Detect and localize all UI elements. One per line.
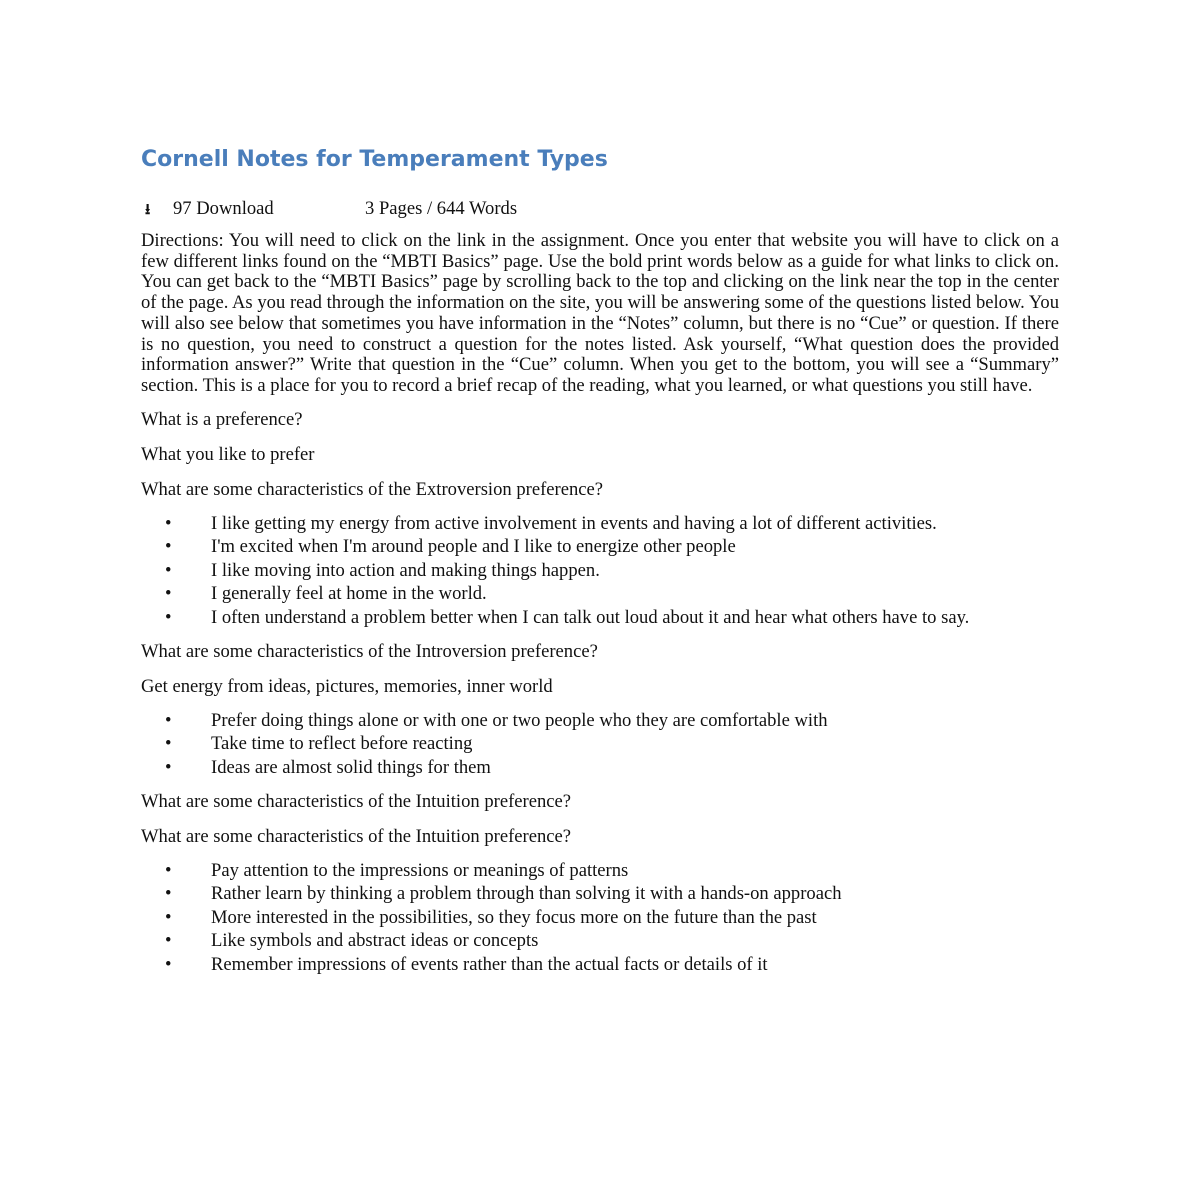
page-title: Cornell Notes for Temperament Types xyxy=(141,147,608,172)
directions-paragraph: Directions: You will need to click on the link in the assignment. Once you enter that website you will have to click on a few different links found on the “MBTI Basics” page. Use the bold print words below as a guide for what links to click on. You can get back to the “MBTI Basics” page by scrolling back to the top and clicking on the link near the top in the center of the page. As you read through the information on the site, you will be answering some of the questions listed below. You will also see below that sometimes you have information in the “Notes” column, but there is no “Cue” or question. If there is no question, you need to construct a question for the notes listed. Ask yourself, “What question does the provided information answer?” Write that question in the “Cue” column. When you get to the bottom, you will see a “Summary” section. This is a place for you to record a brief recap of the reading, what you learned, or what questions you still have. xyxy=(141,230,1059,396)
list-item: • I like getting my energy from active involvement in events and having a lot of different activities. xyxy=(165,512,937,534)
bullet-icon: • xyxy=(165,606,172,628)
document-meta xyxy=(141,198,1059,220)
intuition-list xyxy=(141,860,1059,975)
list-item: • I'm excited when I'm around people and I like to energize other people xyxy=(165,536,736,558)
bullet-icon: • xyxy=(165,906,172,928)
list-item: • Like symbols and abstract ideas or concepts xyxy=(165,930,539,952)
question-introversion: What are some characteristics of the Introversion preference? xyxy=(141,640,598,662)
list-item: • More interested in the possibilities, so they focus more on the future than the past xyxy=(165,906,817,928)
bullet-icon: • xyxy=(165,733,172,755)
page-word-count: 3 Pages / 644 Words xyxy=(365,198,518,219)
list-item: • Remember impressions of events rather than the actual facts or details of it xyxy=(165,953,768,975)
list-item: • Prefer doing things alone or with one or two people who they are comfortable with xyxy=(165,709,828,731)
bullet-icon: • xyxy=(165,930,172,952)
bullet-icon: • xyxy=(165,953,172,975)
bullet-icon: • xyxy=(165,756,172,778)
bullet-icon: • xyxy=(165,883,172,905)
introversion-list xyxy=(141,710,1059,778)
list-item: • I generally feel at home in the world. xyxy=(165,583,487,605)
bullet-icon: • xyxy=(165,559,172,581)
bullet-icon: • xyxy=(165,583,172,605)
bullet-icon: • xyxy=(165,536,172,558)
download-count: 97 Download xyxy=(173,198,274,219)
list-item: • I often understand a problem better when I can talk out loud about it and hear what others have to say. xyxy=(165,606,970,628)
download-icon: ⭳ xyxy=(145,202,151,218)
extroversion-list xyxy=(141,513,1059,628)
bullet-icon: • xyxy=(165,859,172,881)
question-intuition-repeat: What are some characteristics of the Intuition preference? xyxy=(141,825,572,847)
question-extroversion: What are some characteristics of the Extroversion preference? xyxy=(141,478,604,500)
list-item: • Pay attention to the impressions or meanings of patterns xyxy=(165,859,629,881)
list-item: • Rather learn by thinking a problem through than solving it with a hands-on approach xyxy=(165,883,842,905)
question-intuition: What are some characteristics of the Intuition preference? xyxy=(141,790,572,812)
list-item: • Take time to reflect before reacting xyxy=(165,733,473,755)
answer-preference: What you like to prefer xyxy=(141,443,315,465)
question-preference: What is a preference? xyxy=(141,408,303,430)
list-item: • Ideas are almost solid things for them xyxy=(165,756,491,778)
bullet-icon: • xyxy=(165,709,172,731)
answer-introversion: Get energy from ideas, pictures, memories, inner world xyxy=(141,675,553,697)
bullet-icon: • xyxy=(165,512,172,534)
list-item: • I like moving into action and making things happen. xyxy=(165,559,600,581)
document-page xyxy=(141,143,1059,977)
